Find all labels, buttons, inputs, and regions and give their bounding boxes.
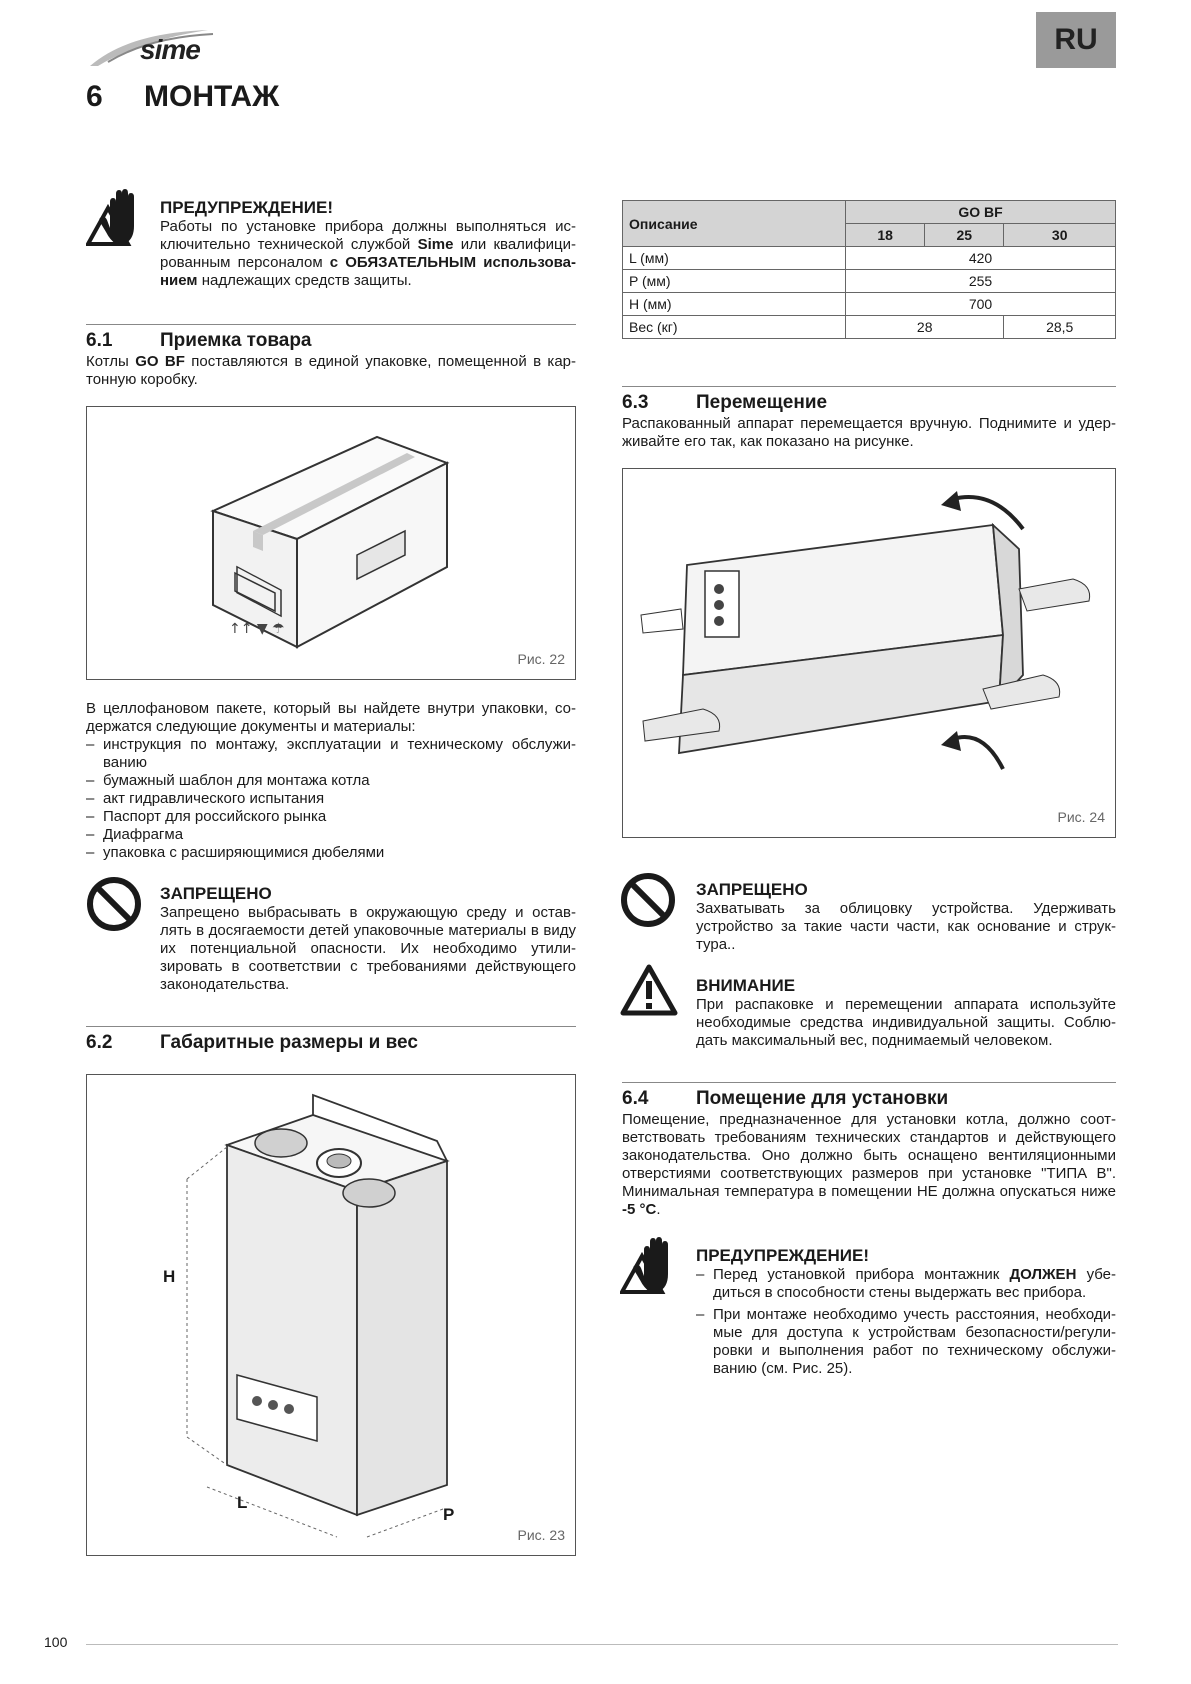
section-text: Котлы GO BF поставляются в единой упаковке, помещенной в кар-тонную коробку. — [86, 353, 576, 388]
figure-24-box — [622, 468, 1116, 838]
section-6-3 — [622, 386, 1116, 451]
cardboard-box-illustration — [87, 407, 575, 679]
section-title: 6.1 Приемка товара — [86, 330, 312, 351]
warning-text: Работы по установке прибора должны выполняться ис-ключительно технической службой Sime или квалифици-рованным персоналом с ОБЯЗАТЕЛЬНЫМ использова-нием надлежащих средств защиты. — [160, 218, 576, 289]
dimension-label-p: P — [443, 1505, 455, 1524]
forbidden-title: ЗАПРЕЩЕНО — [160, 884, 272, 903]
figure-caption: Рис. 24 — [1057, 809, 1105, 825]
table-col-25: 25 — [925, 224, 1004, 247]
dimensions-table-wrap — [622, 200, 1116, 339]
logo-text: sime — [140, 34, 200, 65]
section-text: Помещение, предназначенное для установки котла, должно соот-ветствовать требованиям технических стандартов и действующего законодательства. Оно должно быть оснащено вентиляционными отверстиями соответствующих размеров при установке "ТИПА В". Минимальная температура в помещении НЕ должна опускаться ниже -5 °C. — [622, 1111, 1116, 1218]
boiler-dimensions-illustration — [87, 1075, 575, 1555]
forbidden-text: Запрещено выбрасывать в окружающую среду и остав-лять в досягаемости детей упаковочные материалы в виду их потенциальной опасности. Их необходимо утили-зировать в соответствии с требованиями действующего законодательства. — [160, 904, 576, 993]
figure-caption: Рис. 23 — [517, 1527, 565, 1543]
svg-text:↑↑ ▼ ☂: ↑↑ ▼ ☂ — [229, 621, 285, 637]
table-header-model: GO BF — [846, 201, 1116, 224]
lifting-boiler-illustration — [623, 469, 1115, 837]
language-badge: RU — [1036, 12, 1116, 68]
list-item: – акт гидравлического испытания — [86, 790, 576, 808]
table-col-30: 30 — [1004, 224, 1116, 247]
warning-block-1 — [160, 198, 576, 290]
dimension-label-h: H — [163, 1267, 176, 1286]
warning-title: ПРЕДУПРЕЖДЕНИЕ! — [160, 198, 333, 217]
dimension-label-l: L — [237, 1493, 248, 1512]
list-item: – упаковка с расширяющимися дюбелями — [86, 844, 576, 862]
forbidden-title: ЗАПРЕЩЕНО — [696, 880, 808, 899]
hand-stop-icon — [620, 1236, 680, 1296]
warning-triangle-icon — [620, 964, 678, 1016]
figure-22-box — [86, 406, 576, 680]
caution-title: ВНИМАНИЕ — [696, 976, 796, 995]
figure-23-box — [86, 1074, 576, 1556]
prohibited-icon — [86, 876, 142, 932]
forbidden-text: Захватывать за облицовку устройства. Удерживать устройство за такие части части, как основание и струк-тура.. — [696, 900, 1116, 953]
caution-block — [696, 976, 1116, 1050]
section-title: 6.2 Габаритные размеры и вес — [86, 1032, 418, 1053]
list-item: – Паспорт для российского рынка — [86, 808, 576, 826]
footer-rule — [86, 1644, 1118, 1645]
contents-intro: В целлофановом пакете, который вы найдете внутри упаковки, со-держатся следующие документы и материалы: — [86, 700, 576, 735]
forbidden-block-2 — [696, 880, 1116, 954]
section-6-2 — [86, 1026, 576, 1055]
prohibited-icon — [620, 872, 676, 928]
section-6-4 — [622, 1082, 1116, 1219]
chapter-number: 6 — [86, 80, 103, 113]
section-text: Распакованный аппарат перемещается вручную. Поднимите и удер-живайте его так, как показано на рисунке. — [622, 415, 1116, 450]
dimensions-table — [622, 200, 1116, 339]
chapter-name: МОНТАЖ — [144, 80, 280, 113]
list-item: – Диафрагма — [86, 826, 576, 844]
warning-list — [696, 1266, 1116, 1378]
list-item: – При монтаже необходимо учесть расстояния, необходи-мые для доступа к устройствам безопасности/регули-ровки и выполнения работ по техническому обслужи-ванию (см. Рис. 25). — [696, 1306, 1116, 1378]
contents-list — [86, 736, 576, 862]
section-title: 6.3 Перемещение — [622, 392, 828, 413]
warning-title: ПРЕДУПРЕЖДЕНИЕ! — [696, 1246, 869, 1265]
page-number: 100 — [44, 1634, 68, 1650]
section-6-1 — [86, 324, 576, 389]
list-item: – инструкция по монтажу, эксплуатации и техническому обслужи-ванию — [86, 736, 576, 772]
caution-text: При распаковке и перемещении аппарата используйте необходимые средства индивидуальной защиты. Соблю-дать максимальный вес, поднимаемый человеком. — [696, 996, 1116, 1049]
list-item: – Перед установкой прибора монтажник ДОЛЖЕН убе-диться в способности стены выдержать вес прибора. — [696, 1266, 1116, 1302]
table-row: L (мм) 420 — [623, 247, 1116, 270]
list-item: – бумажный шаблон для монтажа котла — [86, 772, 576, 790]
table-col-18: 18 — [846, 224, 925, 247]
table-header-desc: Описание — [623, 201, 846, 247]
contents-list-block — [86, 700, 576, 862]
hand-stop-icon — [86, 188, 146, 248]
table-row: H (мм) 700 — [623, 293, 1116, 316]
table-row: P (мм) 255 — [623, 270, 1116, 293]
warning-block-2 — [696, 1246, 1116, 1378]
chapter-title — [86, 80, 279, 114]
section-title: 6.4 Помещение для установки — [622, 1088, 949, 1109]
forbidden-block-1 — [160, 884, 576, 994]
table-row: Вес (кг) 28 28,5 — [623, 316, 1116, 339]
figure-caption: Рис. 22 — [517, 651, 565, 667]
sime-logo — [88, 24, 238, 68]
